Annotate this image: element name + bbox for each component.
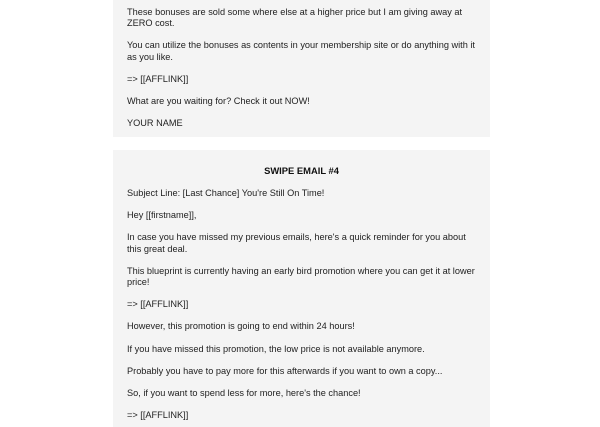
email3-paragraph: These bonuses are sold some where else at a higher price but I am giving away at ZERO cost. — [127, 7, 463, 29]
email3-paragraph: What are you waiting for? Check it out NOW! — [127, 96, 310, 107]
email4-afflink: => [[AFFLINK]] — [127, 299, 189, 310]
email4-paragraph: However, this promotion is going to end within 24 hours! — [127, 321, 355, 332]
email4-greeting: Hey [[firstname]], — [127, 210, 197, 221]
swipe-email-4-title: SWIPE EMAIL #4 — [264, 165, 339, 176]
email4-paragraph: So, if you want to spend less for more, here's the chance! — [127, 388, 361, 399]
swipe-email-3-card — [113, 0, 490, 137]
email3-afflink: => [[AFFLINK]] — [127, 73, 189, 84]
email4-paragraph: If you have missed this promotion, the low price is not available anymore. — [127, 343, 425, 354]
email4-subject-line: Subject Line: [Last Chance] You're Still On Time! — [127, 188, 325, 198]
email3-signature: YOUR NAME — [127, 118, 183, 129]
email4-paragraph: This blueprint is currently having an early bird promotion where you can get it at lower price! — [127, 265, 475, 288]
email3-paragraph: You can utilize the bonuses as contents in your membership site or do anything with it as you like. — [127, 40, 475, 62]
swipe-email-4-card — [113, 150, 490, 427]
email4-paragraph: In case you have missed my previous emails, here's a quick reminder for you about this great deal. — [127, 232, 466, 254]
email4-paragraph: Probably you have to pay more for this afterwards if you want to own a copy... — [127, 365, 443, 376]
email4-afflink: => [[AFFLINK]] — [127, 410, 189, 421]
